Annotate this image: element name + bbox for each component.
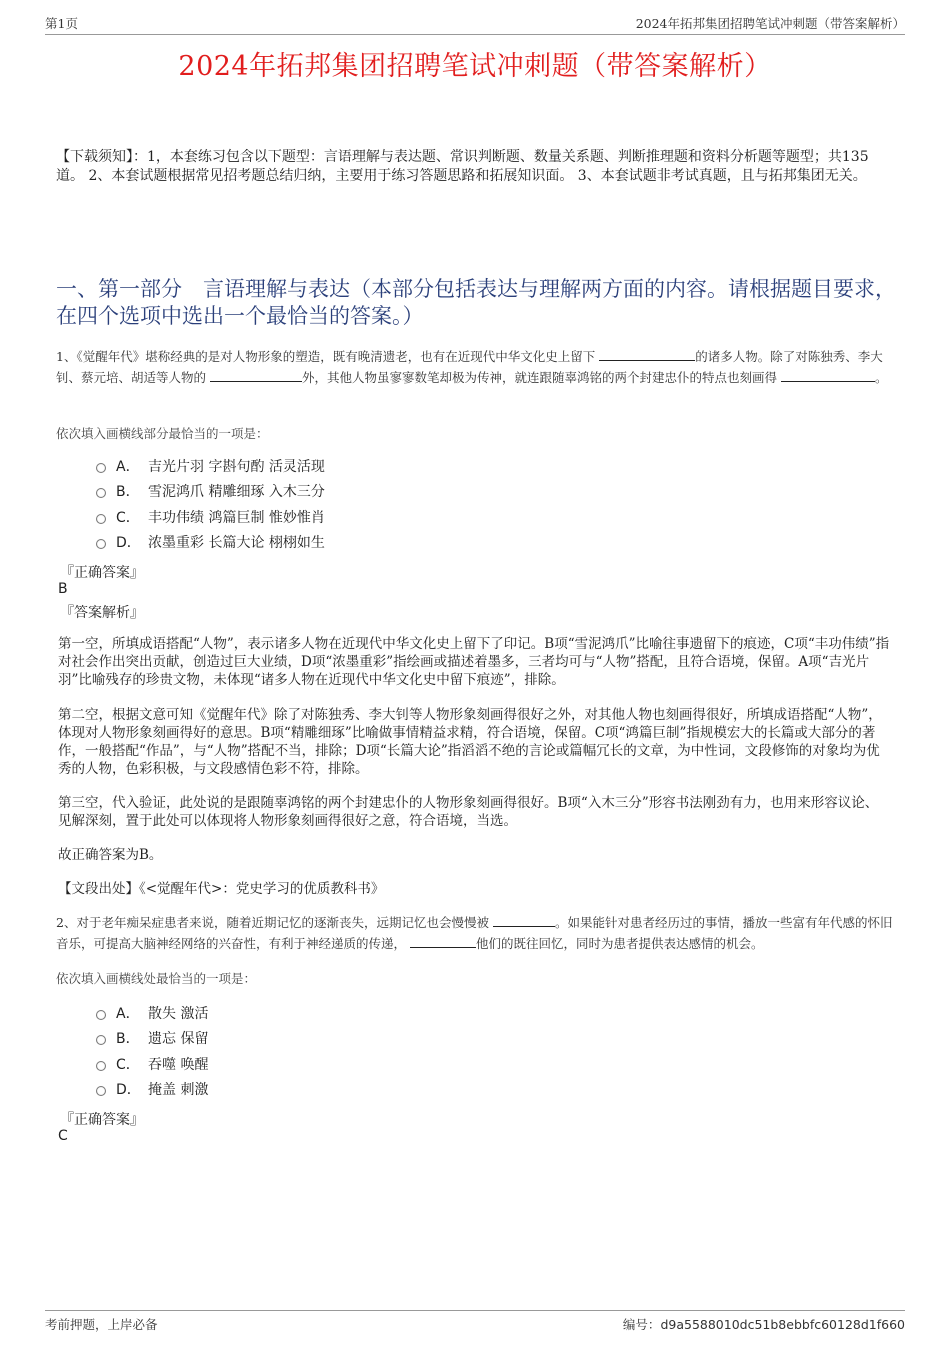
fill-blank	[210, 368, 302, 382]
download-notice: 【下载须知】：1，本套练习包含以下题型：言语理解与表达题、常识判断题、数量关系题、判断推理题和资料分析题等题型；共135道。 2、本套试题根据常见招考题总结归纳，主要用于练习答题思路和拓展知识面。 3、本套试题非考试真题，且与拓邦集团无关。	[56, 149, 869, 184]
radio-icon[interactable]	[96, 1035, 106, 1045]
question-2-prompt: 依次填入画横线处最恰当的一项是：	[56, 971, 257, 986]
option-c[interactable]: C． 吞噬 唤醒	[96, 1051, 208, 1077]
footer-slogan: 考前押题，上岸必备	[45, 1317, 158, 1332]
fill-blank	[599, 347, 695, 361]
option-c[interactable]: C． 丰功伟绩 鸿篇巨制 惟妙惟肖	[96, 504, 325, 530]
option-b[interactable]: B． 雪泥鸿爪 精雕细琢 入木三分	[96, 479, 325, 505]
option-a[interactable]: A． 吉光片羽 字斟句酌 活灵活现	[96, 453, 325, 479]
answer-value: B	[58, 581, 68, 597]
source-citation: 【文段出处】《<觉醒年代>：党史学习的优质教科书》	[58, 881, 385, 897]
page-header	[45, 14, 905, 35]
radio-icon[interactable]	[96, 539, 106, 549]
radio-icon[interactable]	[96, 1010, 106, 1020]
radio-icon[interactable]	[96, 1061, 106, 1071]
option-d[interactable]: D． 掩盖 刺激	[96, 1077, 208, 1103]
page-footer	[45, 1310, 905, 1335]
analysis-label: 『答案解析』	[60, 605, 144, 621]
fill-blank	[410, 934, 476, 948]
answer-label: 『正确答案』	[60, 565, 144, 581]
footer-code: 编号：d9a5588010dc51b8ebbfc60128d1f660	[622, 1317, 905, 1332]
analysis-paragraph: 第三空，代入验证，此处说的是跟随辜鸿铭的两个封建忠仆的人物形象刻画得很好。B项“入木三分”形容书法刚劲有力，也用来形容议论、见解深刻，置于此处可以体现将人物形象刻画得很好之意，符合语境，当选。	[58, 795, 879, 829]
fill-blank	[781, 368, 875, 382]
question-1-text: 1、《觉醒年代》堪称经典的是对人物形象的塑造，既有晚清遗老，也有在近现代中华文化史上留下 的诸多人物。除了对陈独秀、李大钊、蔡元培、胡适等人物的 外，其他人物虽寥寥数笔却极为传神，就连跟随辜鸿铭的两个封建忠仆的特点也刻画得 。	[56, 349, 888, 385]
header-doc-title: 2024年拓邦集团招聘笔试冲刺题（带答案解析）	[635, 16, 905, 31]
radio-icon[interactable]	[96, 1086, 106, 1096]
question-2-text: 2、对于老年痴呆症患者来说，随着近期记忆的逐渐丧失，远期记忆也会慢慢被 。如果能针对患者经历过的事情，播放一些富有年代感的怀旧音乐，可提高大脑神经网络的兴奋性，有利于神经递质的传递， 他们的既往回忆，同时为患者提供表达感情的机会。	[56, 915, 893, 951]
analysis-paragraph: 第一空，所填成语搭配“人物”，表示诸多人物在近现代中华文化史上留下了印记。B项“雪泥鸿爪”比喻往事遗留下的痕迹，C项“丰功伟绩”指对社会作出突出贡献，创造过巨大业绩，D项“浓墨重彩”指绘画或描述着墨多，三者均可与“人物”搭配，且符合语境，保留。A项“吉光片羽”比喻残存的珍贵文物，未体现“诸多人物在近现代中华文化史中留下痕迹”，排除。	[58, 636, 890, 688]
page-number: 第1页	[45, 16, 78, 31]
answer-label: 『正确答案』	[60, 1112, 144, 1128]
radio-icon[interactable]	[96, 463, 106, 473]
answer-value: C	[58, 1128, 68, 1144]
option-a[interactable]: A． 散失 激活	[96, 1000, 208, 1026]
document-title: 2024年拓邦集团招聘笔试冲刺题（带答案解析）	[178, 51, 772, 82]
analysis-conclusion: 故正确答案为B。	[58, 847, 163, 863]
question-1-options	[96, 453, 325, 555]
question-2-options	[96, 1000, 208, 1102]
section-heading: 一、第一部分 言语理解与表达（本部分包括表达与理解两方面的内容。请根据题目要求，在四个选项中选出一个最恰当的答案。）	[56, 277, 896, 328]
analysis-paragraph: 第二空，根据文意可知《觉醒年代》除了对陈独秀、李大钊等人物形象刻画得很好之外，对其他人物也刻画得很好，所填成语搭配“人物”，体现对人物形象刻画得好的意思。B项“精雕细琢”比喻做事情精益求精，符合语境，保留。C项“鸿篇巨制”指规模宏大的长篇或大部分的著作，一般搭配“作品”，与“人物”搭配不当，排除；D项“长篇大论”指滔滔不绝的言论或篇幅冗长的文章，为中性词，文段修饰的对象均为优秀的人物，色彩积极，与文段感情色彩不符，排除。	[58, 707, 882, 777]
fill-blank	[493, 913, 555, 927]
option-d[interactable]: D． 浓墨重彩 长篇大论 栩栩如生	[96, 530, 325, 556]
option-b[interactable]: B． 遗忘 保留	[96, 1026, 208, 1052]
question-1-prompt: 依次填入画横线部分最恰当的一项是：	[56, 426, 269, 441]
radio-icon[interactable]	[96, 514, 106, 524]
radio-icon[interactable]	[96, 488, 106, 498]
